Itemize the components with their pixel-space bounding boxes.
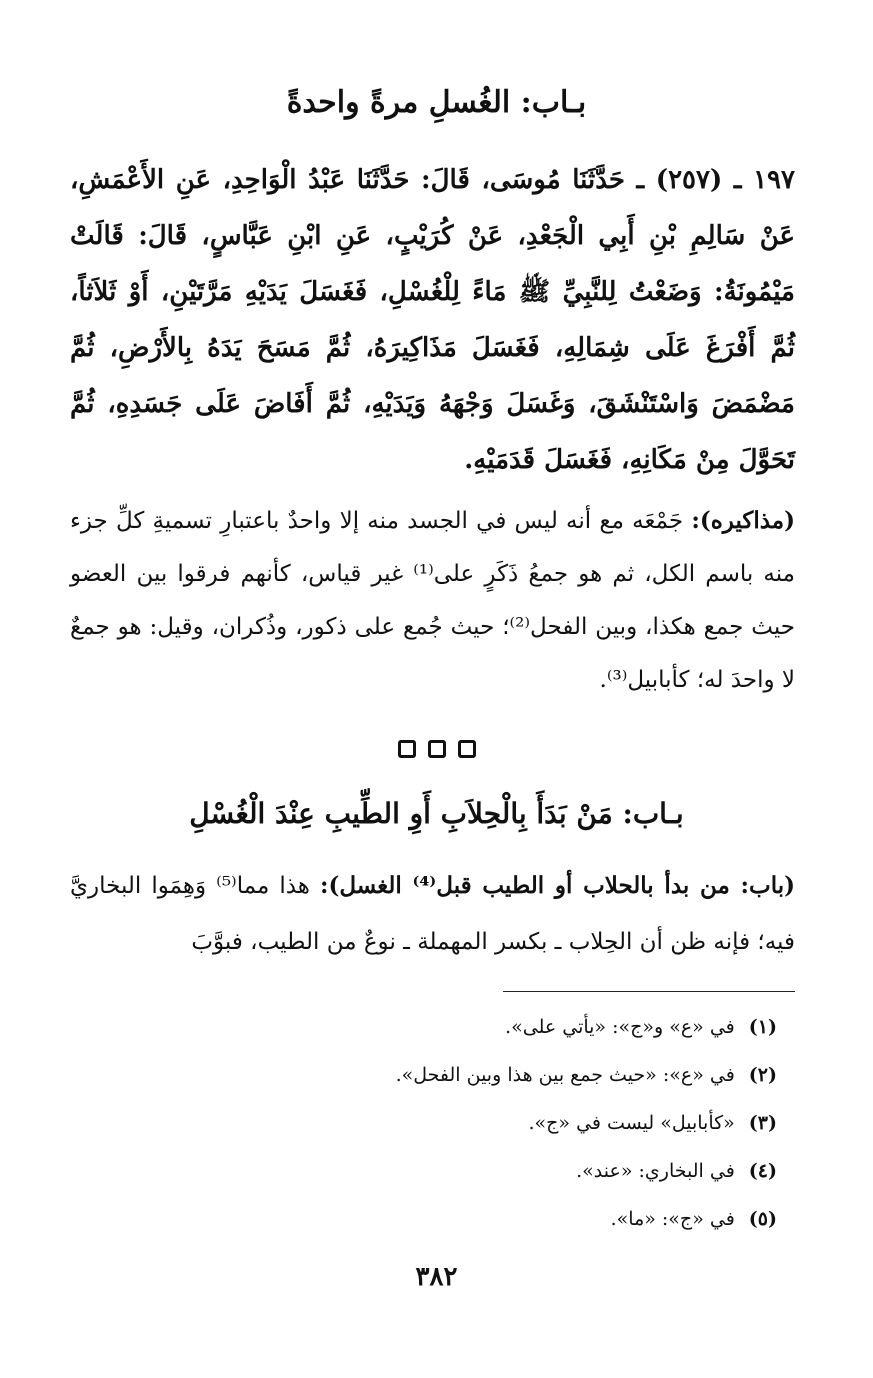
- commentary-1-lead: (مذاكيره):: [691, 507, 795, 534]
- footnote: [70, 1195, 777, 1243]
- chapter-heading: [60, 80, 813, 126]
- footnote-number: (٢): [748, 1064, 777, 1086]
- divider-box-icon: [428, 740, 446, 758]
- commentary-1-text: جَمْعَه مع أنه ليس في الجسد منه إلا واحدٌ باعتبارِ تسميةِ كلِّ جزء منه باسم الكل، ثم هو جمعُ ذَكَرٍ على⁽¹⁾ غير قياس، كأنهم فرقوا بين العضو حيث جمع هكذا، وبين الفحل⁽²⁾؛ حيث جُمع على ذكور، وذُكران، وقيل: هو جمعٌ لا واحدَ له؛ كأبابيل⁽³⁾.: [70, 508, 795, 693]
- commentary-2-text: هذا مما⁽⁵⁾ وَهِمَوا البخاريَّ فيه؛ فإنه ظن أن الحِلاب ـ بكسر المهملة ـ نوعٌ من الطيب، فبوَّبَ: [70, 873, 795, 955]
- footnote-separator: [503, 991, 795, 992]
- hadith-text: ١٩٧ ـ (٢٥٧) ـ حَدَّثَنَا مُوسَى، قَالَ: حَدَّثَنَا عَبْدُ الْوَاحِدِ، عَنِ الأَعْمَشِ، عَنْ سَالِمِ بْنِ أَبِي الْجَعْدِ، عَنْ كُرَيْبٍ، عَنِ ابْنِ عَبَّاسٍ، قَالَ: قَالَتْ مَيْمُونَةُ: وَضَعْتُ لِلنَّبِيِّ ﷺ مَاءً لِلْغُسْلِ، فَغَسَلَ يَدَيْهِ مَرَّتَيْنِ، أَوْ ثَلاَثاً، ثُمَّ أَفْرَغَ عَلَى شِمَالِهِ، فَغَسَلَ مَذَاكِيرَهُ، ثُمَّ مَسَحَ يَدَهُ بِالأَرْضِ، ثُمَّ مَضْمَضَ وَاسْتَنْشَقَ، وَغَسَلَ وَجْهَهُ وَيَدَيْهِ، ثُمَّ أَفَاضَ عَلَى جَسَدِهِ، ثُمَّ تَحَوَّلَ مِنْ مَكَانِهِ، فَغَسَلَ قَدَمَيْهِ.: [70, 165, 795, 475]
- commentary-block-2: [70, 858, 795, 970]
- commentary-block-1: [70, 494, 795, 707]
- footnote-number: (٣): [748, 1112, 777, 1134]
- footnotes: [70, 1003, 777, 1243]
- divider-box-icon: [458, 740, 476, 758]
- commentary-2-lead: (باب: من بدأ بالحلاب أو الطيب قبل⁽⁴⁾ الغسل):: [319, 872, 795, 899]
- footnote-text: في البخاري: «عند».: [576, 1160, 735, 1182]
- section-divider: [0, 740, 873, 758]
- chapter-bab-label: بـاب:: [520, 85, 587, 120]
- footnote: [70, 1051, 777, 1099]
- footnote-text: «كأبابيل» ليست في «ج».: [528, 1112, 735, 1134]
- divider-box-icon: [398, 740, 416, 758]
- footnote-number: (٥): [748, 1208, 777, 1230]
- footnote: [70, 1003, 777, 1051]
- footnote-text: في «ع» و«ج»: «يأتي على».: [505, 1016, 735, 1038]
- chapter-title: الغُسلِ مرةً واحدةً: [286, 85, 511, 120]
- footnote-number: (٤): [748, 1160, 777, 1182]
- footnote-text: في «ج»: «ما».: [610, 1208, 735, 1230]
- footnote: [70, 1099, 777, 1147]
- section-heading: [60, 790, 813, 838]
- section-bab-label: بـاب:: [622, 797, 684, 830]
- footnote: [70, 1147, 777, 1195]
- footnote-number: (١): [748, 1016, 777, 1038]
- footnote-text: في «ع»: «حيث جمع بين هذا وبين الفحل».: [395, 1064, 735, 1086]
- section-title: مَنْ بَدَأَ بِالْحِلاَبِ أَوِ الطِّيبِ عِنْدَ الْغُسْلِ: [189, 797, 613, 830]
- page-number: ٣٨٢: [415, 1262, 458, 1292]
